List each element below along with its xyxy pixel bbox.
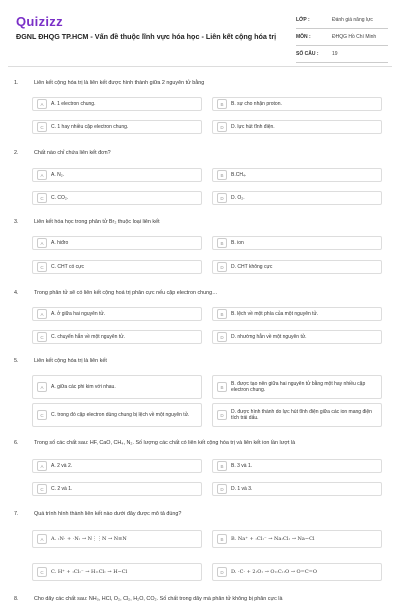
page-title: ĐGNL ĐHQG TP.HCM - Vấn đề thuộc lĩnh vực hóa học - Liên kết cộng hóa trị: [16, 32, 277, 41]
option-b[interactable]: [212, 530, 382, 548]
option-letter: C: [37, 410, 47, 420]
option-text: B. được tạo nên giữa hai nguyên tử bằng một hay nhiều cặp electron chung.: [231, 380, 366, 393]
option-a[interactable]: [32, 307, 202, 321]
meta-row-class: [296, 12, 388, 29]
question-text: Liên kết hóa học trong phân tử Br₂ thuộc loại liên kết: [34, 219, 160, 225]
option-letter: C: [37, 484, 47, 494]
option-text: A. 2 và 2.: [51, 462, 73, 469]
option-text: B. sự cho nhận proton.: [231, 100, 282, 107]
question-text: Liên kết cộng hóa trị là liên kết được hình thành giữa 2 nguyên tử bằng: [34, 80, 205, 86]
option-text: C. chuyển hẳn về một nguyên tử.: [51, 333, 125, 340]
question-text: Liên kết cộng hóa trị là liên kết: [34, 358, 107, 364]
option-letter: D: [217, 122, 227, 132]
option-d[interactable]: [212, 403, 382, 427]
option-letter: C: [37, 332, 47, 342]
option-text: D. O₂.: [231, 194, 245, 201]
option-b[interactable]: [212, 97, 382, 111]
option-letter: C: [37, 567, 47, 577]
option-text: B. 3 và 1.: [231, 462, 253, 469]
question-text: Chất nào chỉ chứa liên kết đơn?: [34, 150, 111, 156]
option-d[interactable]: [212, 260, 382, 274]
question-4: [14, 290, 386, 296]
option-text: B.CH₄.: [231, 171, 247, 178]
question-5: [14, 358, 386, 364]
meta-key: LỚP :: [296, 17, 310, 23]
option-text: C. CHT có cực: [51, 263, 84, 270]
option-text: A. :N· + ·N: → N⋮⋮N → N≡N: [51, 535, 127, 542]
option-letter: B: [217, 461, 227, 471]
meta-value: ĐHQG Hồ Chí Minh: [332, 34, 377, 40]
option-letter: D: [217, 567, 227, 577]
option-letter: D: [217, 193, 227, 203]
option-letter: D: [217, 262, 227, 272]
question-text: Trong phân tử sẽ có liên kết cộng hoá trị phân cực nếu cặp electron chung…: [34, 290, 218, 296]
question-number: 5.: [14, 358, 19, 364]
option-letter: B: [217, 534, 227, 544]
option-letter: A: [37, 461, 47, 471]
option-b[interactable]: [212, 375, 382, 399]
option-text: B. ion: [231, 239, 244, 246]
option-c[interactable]: [32, 482, 202, 496]
option-text: A. N₂.: [51, 171, 65, 178]
option-b[interactable]: [212, 236, 382, 250]
question-2: [14, 150, 386, 156]
option-letter: B: [217, 99, 227, 109]
meta-key: MÔN :: [296, 34, 311, 40]
question-6: [14, 440, 386, 446]
option-text: C. trong đó cặp electron dùng chung bị lệch về một nguyên tử.: [51, 411, 190, 418]
option-text: C. 2 và 1.: [51, 485, 73, 492]
option-letter: B: [217, 382, 227, 392]
option-text: D. CHT không cực: [231, 263, 273, 270]
question-text: Cho dãy các chất sau: NH₃, HCl, O₂, Cl₂, H₂O, CO₂. Số chất trong dãy mà phân tử không bị phân cực là: [34, 596, 283, 602]
question-8: [14, 596, 386, 602]
option-c[interactable]: [32, 260, 202, 274]
question-number: 2.: [14, 150, 19, 156]
question-text: Quá trình hình thành liên kết nào dưới đây được mô tả đúng?: [34, 511, 182, 517]
question-number: 3.: [14, 219, 19, 225]
option-a[interactable]: [32, 168, 202, 182]
option-letter: A: [37, 99, 47, 109]
question-number: 6.: [14, 440, 19, 446]
option-letter: A: [37, 382, 47, 392]
header-divider: [8, 66, 392, 67]
option-b[interactable]: [212, 307, 382, 321]
option-a[interactable]: [32, 236, 202, 250]
option-letter: D: [217, 484, 227, 494]
meta-row-subject: [296, 29, 388, 46]
option-text: A. hiđro: [51, 239, 69, 246]
option-d[interactable]: [212, 120, 382, 134]
option-letter: B: [217, 170, 227, 180]
option-letter: C: [37, 262, 47, 272]
meta-value: Đánh giá năng lực: [332, 17, 373, 23]
option-letter: A: [37, 309, 47, 319]
option-text: D. lực hút tĩnh điện.: [231, 123, 275, 130]
option-letter: A: [37, 238, 47, 248]
option-d[interactable]: [212, 330, 382, 344]
quizizz-logo: Quizizz: [16, 14, 63, 29]
option-letter: D: [217, 332, 227, 342]
option-d[interactable]: [212, 482, 382, 496]
option-text: C. 1 hay nhiều cặp electron chung.: [51, 123, 129, 130]
question-7: [14, 511, 386, 517]
question-number: 4.: [14, 290, 19, 296]
option-text: A. giữa các phi kim với nhau.: [51, 383, 116, 390]
question-1: [14, 80, 386, 86]
meta-row-count: [296, 46, 388, 63]
option-a[interactable]: [32, 530, 202, 548]
option-d[interactable]: [212, 563, 382, 581]
option-text: B. Na⁺ + :Cl:⁻ → Na:Cl: → Na−Cl: [231, 535, 315, 542]
option-letter: B: [217, 309, 227, 319]
option-a[interactable]: [32, 375, 202, 399]
option-c[interactable]: [32, 563, 202, 581]
option-c[interactable]: [32, 403, 202, 427]
option-text: C. CO₂.: [51, 194, 69, 201]
question-3: [14, 219, 386, 225]
question-number: 7.: [14, 511, 19, 517]
option-letter: C: [37, 193, 47, 203]
option-a[interactable]: [32, 459, 202, 473]
option-text: D. 1 và 3.: [231, 485, 253, 492]
option-letter: A: [37, 170, 47, 180]
meta-key: SỐ CÂU :: [296, 51, 319, 57]
option-c[interactable]: [32, 191, 202, 205]
meta-value: 19: [332, 51, 338, 57]
option-a[interactable]: [32, 97, 202, 111]
question-text: Trong số các chất sau: HF, CaO, CH₄, N₂. Số lượng các chất có liên kết cộng hóa trị và liên kết ion lần lượt là: [34, 440, 296, 446]
option-letter: B: [217, 238, 227, 248]
option-c[interactable]: [32, 120, 202, 134]
option-letter: D: [217, 410, 227, 420]
option-text: B. lệch về một phía của một nguyên tử.: [231, 310, 319, 317]
option-text: C. H⁺ + :Cl:⁻ → H::Cl: → H−Cl: [51, 568, 128, 575]
option-d[interactable]: [212, 191, 382, 205]
option-text: D. được hình thành do lực hút tĩnh điện giữa các ion mang điện tích trái dấu.: [231, 408, 372, 421]
option-b[interactable]: [212, 459, 382, 473]
option-letter: A: [37, 534, 47, 544]
option-text: D. ·C· + 2:O: → O::C::O → O=C=O: [231, 568, 317, 575]
option-text: A. 1 electron chung.: [51, 100, 96, 107]
question-number: 1.: [14, 80, 19, 86]
option-b[interactable]: [212, 168, 382, 182]
question-number: 8.: [14, 596, 19, 602]
option-c[interactable]: [32, 330, 202, 344]
meta-table: [296, 12, 388, 63]
option-text: A. ở giữa hai nguyên tử.: [51, 310, 106, 317]
option-text: D. nhường hẳn về một nguyên tử.: [231, 333, 307, 340]
option-letter: C: [37, 122, 47, 132]
